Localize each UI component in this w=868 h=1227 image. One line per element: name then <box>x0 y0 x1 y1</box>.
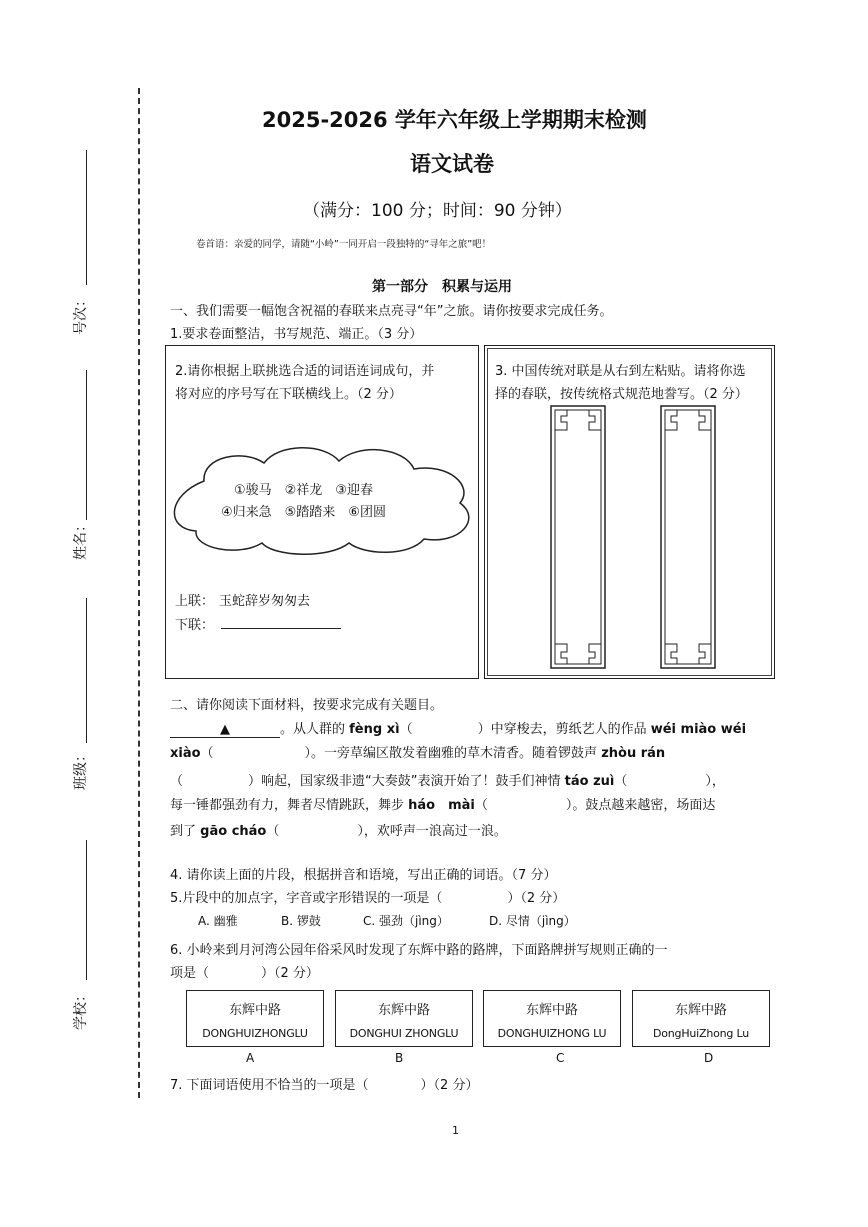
exam-no-label: 号次： <box>73 293 89 335</box>
passage-text-1b: 。从人群的 <box>280 722 346 737</box>
lower-couplet-blank[interactable] <box>221 628 341 629</box>
couplet-scroll-right[interactable] <box>659 404 717 670</box>
question-2-box <box>165 345 479 679</box>
passage-line3 <box>170 770 725 789</box>
section2-title: 二、请你阅读下面材料，按要求完成有关题目。 <box>170 698 444 713</box>
road-sign-c[interactable] <box>483 990 621 1047</box>
upper-couplet-label: 上联： <box>175 594 215 609</box>
page-number: 1 <box>452 1124 459 1137</box>
subject-title: 语文试卷 <box>410 152 494 176</box>
road-sign-b-label: B <box>395 1051 404 1065</box>
pinyin-xiao: xiào <box>170 746 201 761</box>
passage-text-3a: （ ）响起，国家级非遗“大奏鼓”表演开始了！鼓手们神情 <box>170 774 561 789</box>
question-5: 5.片段中的加点字，字音或字形错误的一项是（ ）（2 分） <box>170 891 566 906</box>
road-sign-b-chinese: 东辉中路 <box>377 1003 430 1018</box>
road-sign-c-pinyin: DONGHUIZHONG LU <box>497 1027 607 1040</box>
road-sign-a-label: A <box>246 1051 255 1065</box>
preface: 卷首语：亲爱的同学，请随“小岭”一同开启一段独特的“寻年之旅”吧！ <box>196 239 492 250</box>
question-3-line1: 3. 中国传统对联是从右到左粘贴。请将你选 <box>495 364 746 379</box>
passage-text-2a: （ ）。一旁草编区散发着幽雅的草木清香。随着锣鼓声 <box>200 746 598 761</box>
road-sign-a-pinyin: DONGHUIZHONGLU <box>202 1027 308 1040</box>
passage-text-4a: 每一锤都强劲有力，舞者尽情跳跃，舞步 <box>170 798 405 813</box>
q5-option-b[interactable]: B. 锣鼓 <box>281 914 321 928</box>
pinyin-wei-miao-wei: wéi miào wéi <box>650 722 747 737</box>
part1-title: 第一部分 积累与运用 <box>372 279 512 295</box>
pinyin-gao-chao: gāo cháo <box>200 824 267 839</box>
exam-title: 2025-2026 学年六年级上学期期末检测 <box>262 108 647 132</box>
question-6-line1: 6. 小岭来到月河湾公园年俗采风时发现了东辉中路的路牌，下面路牌拼写规则正确的一 <box>170 943 668 958</box>
passage-text-5a: 到了 <box>170 824 197 839</box>
road-sign-b[interactable] <box>335 990 473 1047</box>
q5-option-d[interactable]: D. 尽情（jìng） <box>489 914 576 928</box>
question-3-line2: 择的春联，按传统格式规范地誊写。（2 分） <box>495 387 748 402</box>
binding-dashed-line <box>138 88 140 1098</box>
road-sign-d[interactable] <box>632 990 770 1047</box>
name-line <box>86 370 87 520</box>
school-line <box>86 840 87 980</box>
road-sign-d-label: D <box>704 1051 714 1065</box>
passage-text-4b: （ ）。鼓点越来越密，场面达 <box>474 798 716 813</box>
q5-option-a[interactable]: A. 幽雅 <box>198 914 238 928</box>
road-sign-d-chinese: 东辉中路 <box>674 1003 727 1018</box>
passage-line5 <box>170 820 507 839</box>
question-2-line2: 将对应的序号写在下联横线上。（2 分） <box>175 387 402 402</box>
passage-line1 <box>170 718 746 738</box>
question-2-line1: 2.请你根据上联挑选合适的词语连词成句，并 <box>175 364 435 379</box>
road-sign-c-label: C <box>556 1051 565 1065</box>
upper-couplet-text: 玉蛇辞岁匆匆去 <box>219 594 311 609</box>
class-line <box>86 598 87 743</box>
question-6-line2: 项是（ ）（2 分） <box>170 966 319 981</box>
cloud-words-row1: ①骏马 ②祥龙 ③迎春 <box>234 483 373 498</box>
road-sign-d-pinyin: DongHuiZhong Lu <box>652 1027 750 1040</box>
exam-no-line <box>86 150 87 285</box>
passage-blank-triangle[interactable] <box>170 722 280 738</box>
pinyin-tao-zui: táo zuì <box>564 774 615 789</box>
road-sign-a-chinese: 东辉中路 <box>228 1003 281 1018</box>
pinyin-feng-xi: fèng xì <box>349 722 400 737</box>
passage-line2 <box>170 742 665 761</box>
road-sign-a[interactable] <box>186 990 324 1047</box>
passage-text-3b: （ ）， <box>614 774 725 789</box>
triangle-marker: ▲ <box>220 722 230 737</box>
class-label: 班级： <box>73 748 89 790</box>
pinyin-zhou-ran: zhòu rán <box>601 746 666 761</box>
lower-couplet-label: 下联： <box>175 618 215 633</box>
couplet-scroll-left[interactable] <box>549 404 607 670</box>
section1-instruction: 一、我们需要一幅饱含祝福的春联来点亮寻“年”之旅。请你按要求完成任务。 <box>170 304 613 319</box>
cloud-words-row2: ④归来急 ⑤踏踏来 ⑥团圆 <box>221 505 386 520</box>
pinyin-hao-mai: háo mài <box>408 798 475 813</box>
question-4: 4. 请你读上面的片段，根据拼音和语境，写出正确的词语。（7 分） <box>170 868 557 883</box>
question-7: 7. 下面词语使用不恰当的一项是（ ）（2 分） <box>170 1078 479 1093</box>
name-label: 姓名： <box>73 518 89 560</box>
passage-text-5b: （ ），欢呼声一浪高过一浪。 <box>266 824 507 839</box>
school-label: 学校： <box>73 988 89 1030</box>
question-1: 1.要求卷面整洁，书写规范、端正。（3 分） <box>170 327 423 342</box>
q5-option-c[interactable]: C. 强劲（jìng） <box>363 914 449 928</box>
question-3-box <box>484 345 775 679</box>
word-cloud-shape <box>164 441 480 556</box>
passage-text-1c: （ ）中穿梭去，剪纸艺人的作品 <box>399 722 647 737</box>
road-sign-b-pinyin: DONGHUI ZHONGLU <box>349 1027 459 1040</box>
exam-meta: （满分：100 分；时间：90 分钟） <box>303 201 572 221</box>
road-sign-c-chinese: 东辉中路 <box>525 1003 578 1018</box>
passage-line4 <box>170 794 715 813</box>
